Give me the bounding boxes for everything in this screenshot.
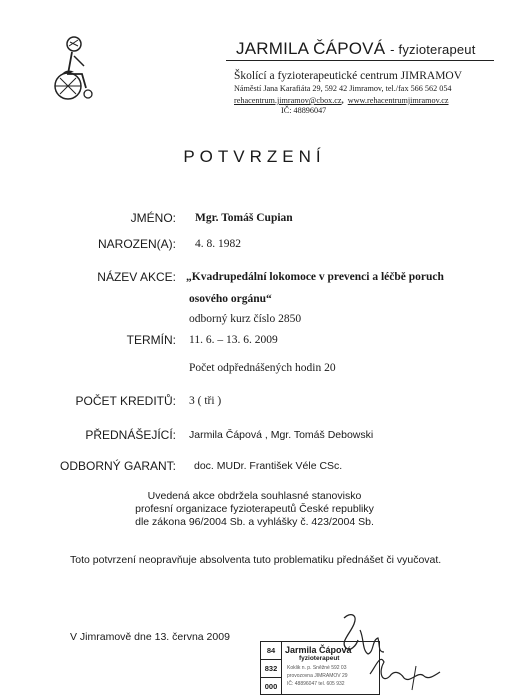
disclaimer: Toto potvrzení neopravňuje absolventa tuto problematiku přednášet či vyučovat. [70,554,442,566]
center-name: Školící a fyzioterapeutické centrum JIMRAMOV [234,70,463,82]
center-contacts [234,96,449,105]
hours-count: Počet odpřednášených hodin 20 [189,362,336,374]
stamp-numbers [261,642,282,694]
credits-label: POČET KREDITŮ: [75,394,176,408]
guarantor-label: ODBORNÝ GARANT: [59,459,176,473]
stamp-number: 84 [261,642,281,660]
header-divider [226,60,494,61]
stamp-number: 000 [264,682,278,691]
stamp-line: Koklik n. p. Sněžné 592 03 [287,665,347,671]
stamp-line: provozovna JIMRAMOV 29 [287,673,348,679]
event-label: NÁZEV AKCE: [97,270,176,284]
stamp-name: Jarmila Čápová [285,645,352,655]
lecturers-value: Jarmila Čápová , Mgr. Tomáš Debowski [189,429,374,441]
event-title-line1: „Kvadrupedální lokomoce v prevenci a léčbě poruch [186,271,444,283]
guarantor-value: doc. MUDr. František Véle CSc. [194,460,343,472]
center-ic: IČ: 48896047 [281,106,327,115]
approval-line-2: profesní organizace fyzioterapeutů České republiky [135,503,374,515]
stamp-profession: fyzioterapeut [299,655,340,662]
lecturers-label: PŘEDNÁŠEJÍCÍ: [85,428,176,442]
stamp-line: IČ: 48896047 tel. 605 932 [287,681,345,687]
credits-value: 3 ( tři ) [189,395,222,407]
approval-line-3: dle zákona 96/2004 Sb. a vyhlášky č. 423/2004 Sb. [135,516,374,528]
email-link[interactable]: rehacentrum.jimramov@cbox.cz [234,96,342,105]
letterhead-name [236,39,476,59]
name-label: JMÉNO: [130,211,176,225]
approval-line-1: Uvedená akce obdržela souhlasné stanovisko [147,490,362,502]
term-value: 11. 6. – 13. 6. 2009 [189,334,278,346]
handwritten-signature-icon [330,608,490,700]
stamp-number: 832 [261,660,281,678]
birth-value: 4. 8. 1982 [195,238,241,250]
wheelchair-logo-icon [52,34,98,106]
event-title-line2: osového orgánu“ [189,293,272,305]
name-value: Mgr. Tomáš Cupian [195,212,293,224]
center-address: Náměstí Jana Karafiáta 29, 592 42 Jimramov, tel./fax 566 562 054 [234,84,452,93]
letterhead-name-text: JARMILA ČÁPOVÁ [236,39,386,58]
website-link[interactable]: www.rehacentrumjimramov.cz [347,96,449,105]
letterhead-profession: - fyzioterapeut [390,42,476,57]
birth-label: NAROZEN(A): [98,237,176,251]
place-date: V Jimramově dne 13. června 2009 [70,631,230,643]
term-label: TERMÍN: [126,333,176,347]
contact-separator: , [341,96,344,105]
document-title: POTVRZENÍ [183,147,326,166]
course-number: odborný kurz číslo 2850 [189,313,302,325]
